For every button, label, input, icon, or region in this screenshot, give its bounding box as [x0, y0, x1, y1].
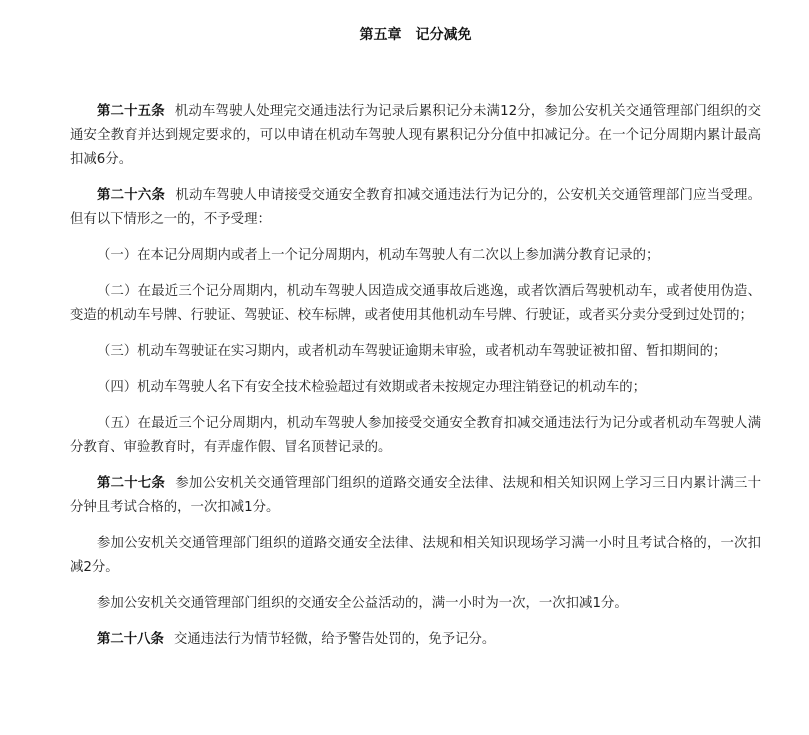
paragraph-article-26 — [70, 184, 761, 232]
paragraph-text: 机动车驾驶人处理完交通违法行为记录后累积记分未满12分，参加公安机关交通管理部门组织的交通安全教育并达到规定要求的，可以申请在机动车驾驶人现有累积记分分值中扣减记分。在一个记分周期内累计最高扣减6分。 — [70, 104, 761, 167]
paragraph-text: 参加公安机关交通管理部门组织的交通安全公益活动的，满一小时为一次，一次扣减1分。 — [97, 596, 628, 611]
paragraph-article-28 — [70, 628, 761, 652]
paragraph-item-3 — [70, 340, 761, 364]
paragraph-text: （二）在最近三个记分周期内，机动车驾驶人因造成交通事故后逃逸，或者饮酒后驾驶机动车，或者使用伪造、变造的机动车号牌、行驶证、驾驶证、校车标牌，或者使用其他机动车号牌、行驶证，或者买分卖分受到过处罚的； — [70, 284, 761, 323]
article-number: 第二十七条 — [97, 476, 166, 491]
paragraph-item-4 — [70, 376, 761, 400]
paragraph-text: （三）机动车驾驶证在实习期内，或者机动车驾驶证逾期未审验，或者机动车驾驶证被扣留、暂扣期间的； — [97, 344, 727, 359]
paragraph-item-5 — [70, 412, 761, 460]
paragraph-text: 机动车驾驶人申请接受交通安全教育扣减交通违法行为记分的，公安机关交通管理部门应当受理。但有以下情形之一的，不予受理： — [70, 188, 761, 227]
paragraph-text: 参加公安机关交通管理部门组织的道路交通安全法律、法规和相关知识现场学习满一小时且考试合格的，一次扣减2分。 — [70, 536, 761, 575]
paragraph-item-2 — [70, 280, 761, 328]
article-number: 第二十五条 — [97, 104, 165, 119]
paragraph-text: 参加公安机关交通管理部门组织的道路交通安全法律、法规和相关知识网上学习三日内累计满三十分钟且考试合格的，一次扣减1分。 — [70, 476, 761, 515]
paragraph-article-25 — [70, 100, 761, 172]
paragraph-text: （五）在最近三个记分周期内，机动车驾驶人参加接受交通安全教育扣减交通违法行为记分或者机动车驾驶人满分教育、审验教育时，有弄虚作假、冒名顶替记录的。 — [70, 416, 761, 455]
paragraph-text: 交通违法行为情节轻微，给予警告处罚的，免予记分。 — [173, 632, 496, 647]
paragraph-public-welfare — [70, 592, 761, 616]
paragraph-article-27 — [70, 472, 761, 520]
chapter-title: 第五章 记分减免 — [359, 27, 472, 43]
paragraph-item-1 — [70, 244, 761, 268]
article-number: 第二十六条 — [97, 188, 166, 203]
paragraph-onsite-study — [70, 532, 761, 580]
article-number: 第二十八条 — [97, 632, 164, 647]
paragraph-text: （一）在本记分周期内或者上一个记分周期内，机动车驾驶人有二次以上参加满分教育记录的； — [97, 248, 660, 263]
paragraph-text: （四）机动车驾驶人名下有安全技术检验超过有效期或者未按规定办理注销登记的机动车的； — [97, 380, 647, 395]
